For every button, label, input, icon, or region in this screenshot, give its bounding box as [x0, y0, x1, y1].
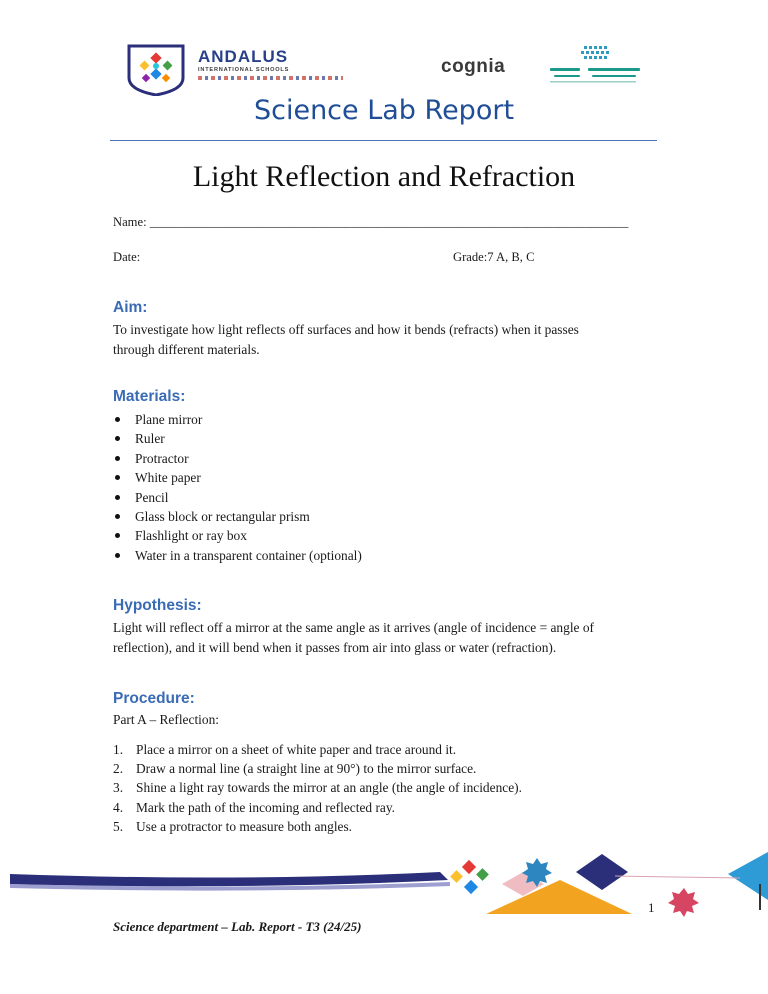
list-item: Ruler [113, 429, 362, 448]
hypothesis-text-line-1: Light will reflect off a mirror at the same angle as it arrives (angle of incidence = angle of [113, 620, 594, 635]
footer-text: Science department – Lab. Report - T3 (24/25) [113, 919, 362, 934]
date-field: Date: [113, 250, 141, 264]
list-item: Plane mirror [113, 410, 362, 429]
aim-text [113, 320, 673, 360]
cognia-logo: cognia [441, 56, 506, 77]
procedure-step: 1. Place a mirror on a sheet of white paper and trace around it. [113, 742, 457, 757]
hypothesis-text-line-2: reflection), and it will bend when it passes from air into glass or water (refraction). [113, 640, 557, 655]
procedure-steps [113, 740, 522, 836]
list-item: Water in a transparent container (optional) [113, 546, 362, 565]
materials-heading: Materials: [113, 388, 186, 405]
procedure-step: 4. Mark the path of the incoming and reflected ray. [113, 799, 396, 815]
school-name: ANDALUS [198, 47, 289, 66]
report-title: Science Lab Report [253, 95, 515, 126]
ministry-of-education-logo [540, 44, 644, 94]
procedure-step: 5. Use a protractor to measure both angles. [113, 818, 353, 834]
arabic-script-decoration [198, 76, 343, 80]
grade-field: Grade:7 A, B, C [453, 250, 535, 264]
aim-heading: Aim: [113, 299, 148, 316]
list-item: Flashlight or ray box [113, 526, 362, 545]
title-divider [110, 140, 657, 141]
materials-list [113, 410, 362, 565]
list-item: Protractor [113, 449, 362, 468]
procedure-step: 2. Draw a normal line (a straight line at 90°) to the mirror surface. [113, 761, 477, 777]
list-item: Glass block or rectangular prism [113, 507, 362, 526]
andalus-wordmark [198, 48, 343, 80]
experiment-title: Light Reflection and Refraction [192, 160, 576, 193]
page-number: 1 [648, 900, 655, 915]
hypothesis-text [113, 618, 693, 658]
andalus-shield-logo [121, 44, 191, 96]
part-a-label: Part A – Reflection: [113, 712, 219, 727]
aim-text-line-2: through different materials. [113, 342, 260, 357]
name-field: Name: ____________________________________________________________________________ [113, 215, 629, 229]
procedure-step: 3. Shine a light ray towards the mirror at an angle (the angle of incidence). [113, 780, 522, 796]
school-subtitle: INTERNATIONAL SCHOOLS [198, 67, 290, 73]
aim-text-line-1: To investigate how light reflects off surfaces and how it bends (refracts) when it passes [113, 322, 579, 337]
hypothesis-heading: Hypothesis: [113, 597, 202, 614]
list-item: Pencil [113, 488, 362, 507]
list-item: White paper [113, 468, 362, 487]
procedure-heading: Procedure: [113, 690, 195, 707]
